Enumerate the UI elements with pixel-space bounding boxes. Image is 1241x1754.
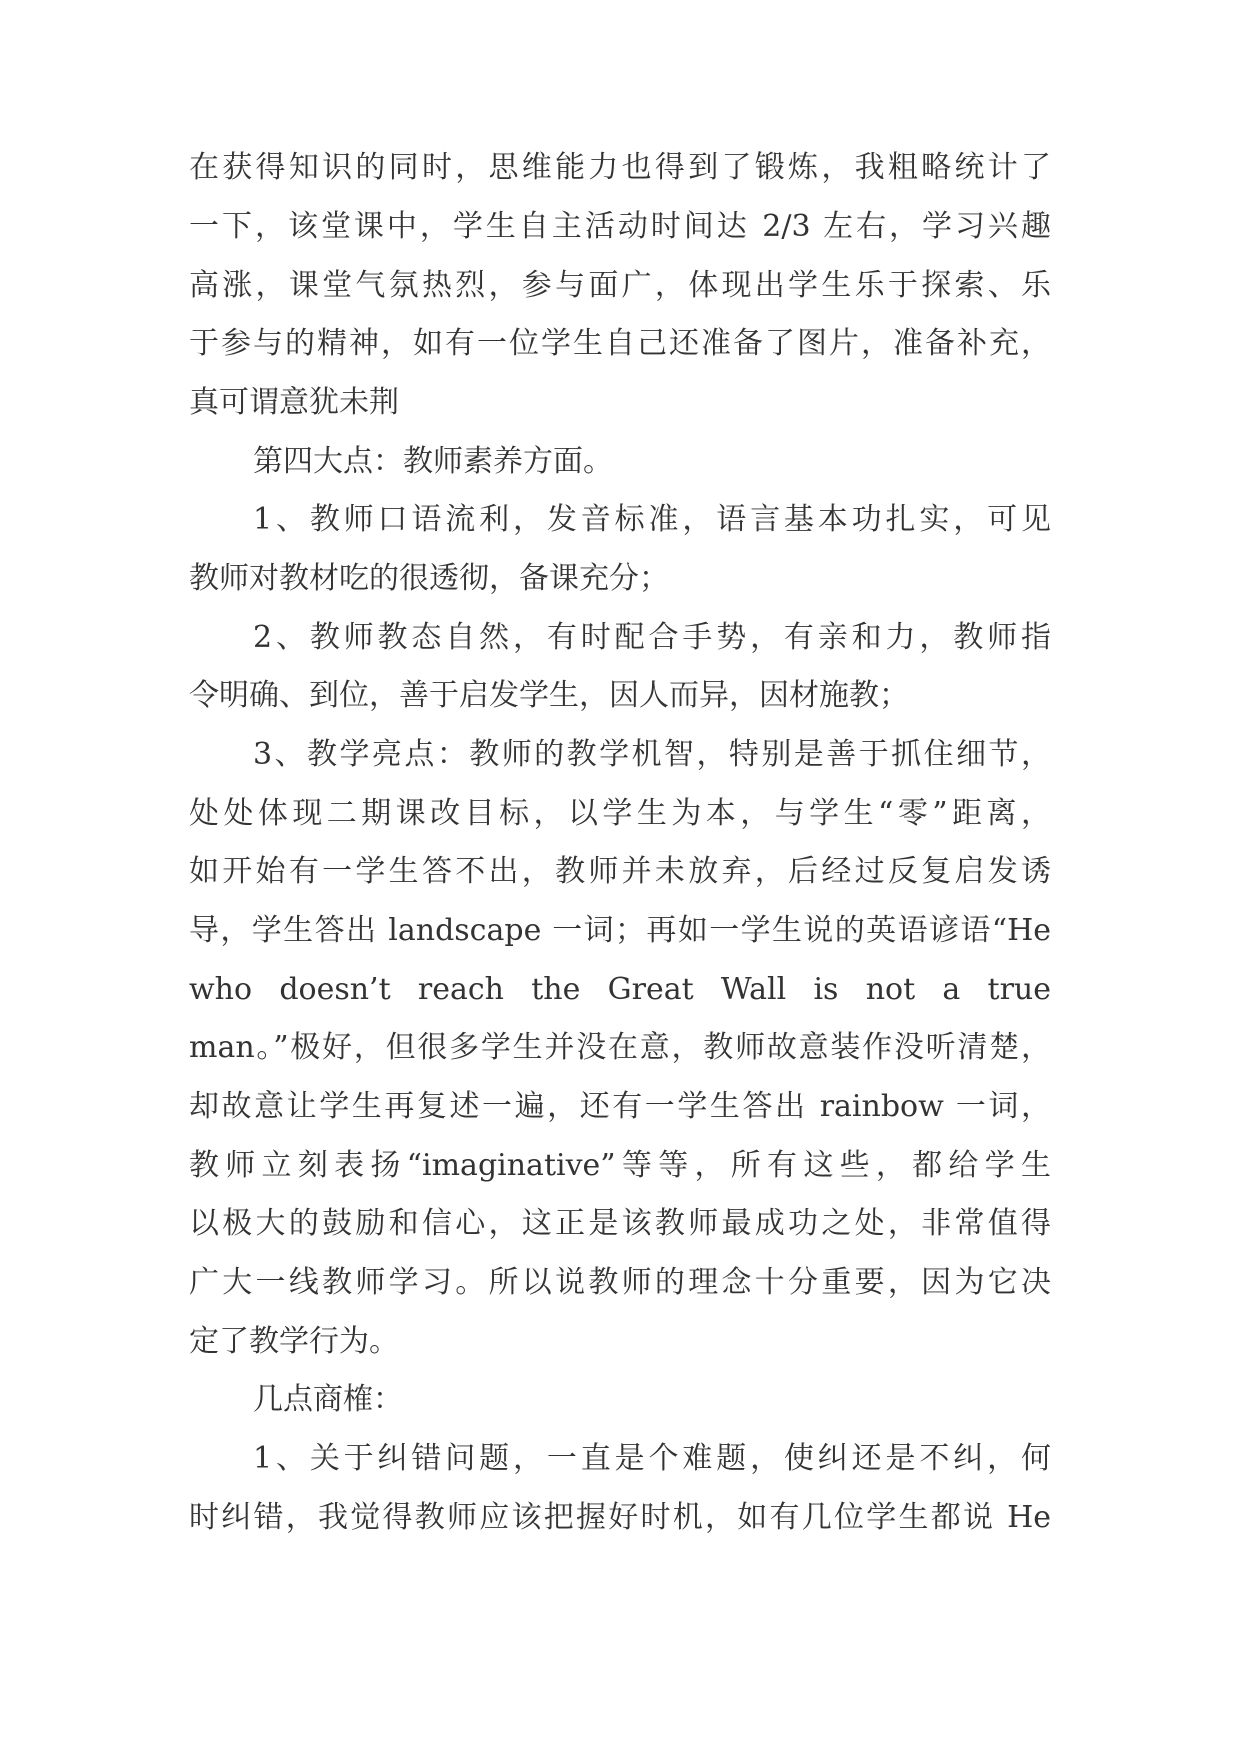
paragraph-line: 3、教学亮点：教师的教学机智，特别是善于抓住细节， <box>253 737 1051 772</box>
paragraph-line: 处处体现二期课改目标，以学生为本，与学生“零”距离， <box>189 796 1051 831</box>
paragraph-line: 1、关于纠错问题，一直是个难题，使纠还是不纠，何 <box>253 1441 1051 1476</box>
paragraph-line: 2、教师教态自然，有时配合手势，有亲和力，教师指 <box>253 620 1051 655</box>
paragraph-line: who doesn’t reach the Great Wall is not a true <box>189 972 1051 1007</box>
paragraph-line: 真可谓意犹未荆 <box>189 385 399 420</box>
paragraph-line: 令明确、到位，善于启发学生，因人而异，因材施教； <box>189 678 909 713</box>
paragraph-line: 如开始有一学生答不出，教师并未放弃，后经过反复启发诱 <box>189 854 1051 889</box>
paragraph-line: 在获得知识的同时，思维能力也得到了锻炼，我粗略统计了 <box>189 150 1051 185</box>
section-heading: 第四大点：教师素养方面。 <box>253 444 613 479</box>
paragraph-line: 定了教学行为。 <box>189 1324 399 1359</box>
paragraph-line: 却故意让学生再复述一遍，还有一学生答出 rainbow 一词， <box>189 1089 1051 1124</box>
paragraph-line: 时纠错，我觉得教师应该把握好时机，如有几位学生都说 He <box>189 1500 1051 1535</box>
paragraph-line: 教师对教材吃的很透彻，备课充分； <box>189 561 669 596</box>
paragraph-line: man。”极好，但很多学生并没在意，教师故意装作没听清楚， <box>189 1030 1051 1065</box>
paragraph-line: 以极大的鼓励和信心，这正是该教师最成功之处，非常值得 <box>189 1206 1051 1241</box>
paragraph-line: 教师立刻表扬“imaginative”等等，所有这些，都给学生 <box>189 1148 1051 1183</box>
paragraph-line: 于参与的精神，如有一位学生自己还准备了图片，准备补充， <box>189 326 1051 361</box>
paragraph-line: 导，学生答出 landscape 一词；再如一学生说的英语谚语“He <box>189 913 1051 948</box>
section-heading: 几点商榷： <box>253 1382 403 1417</box>
paragraph-line: 高涨，课堂气氛热烈，参与面广，体现出学生乐于探索、乐 <box>189 268 1051 303</box>
paragraph-line: 一下，该堂课中，学生自主活动时间达 2/3 左右，学习兴趣 <box>189 209 1051 244</box>
paragraph-line: 1、教师口语流利，发音标准，语言基本功扎实，可见 <box>253 502 1051 537</box>
paragraph-line: 广大一线教师学习。所以说教师的理念十分重要，因为它决 <box>189 1265 1051 1300</box>
